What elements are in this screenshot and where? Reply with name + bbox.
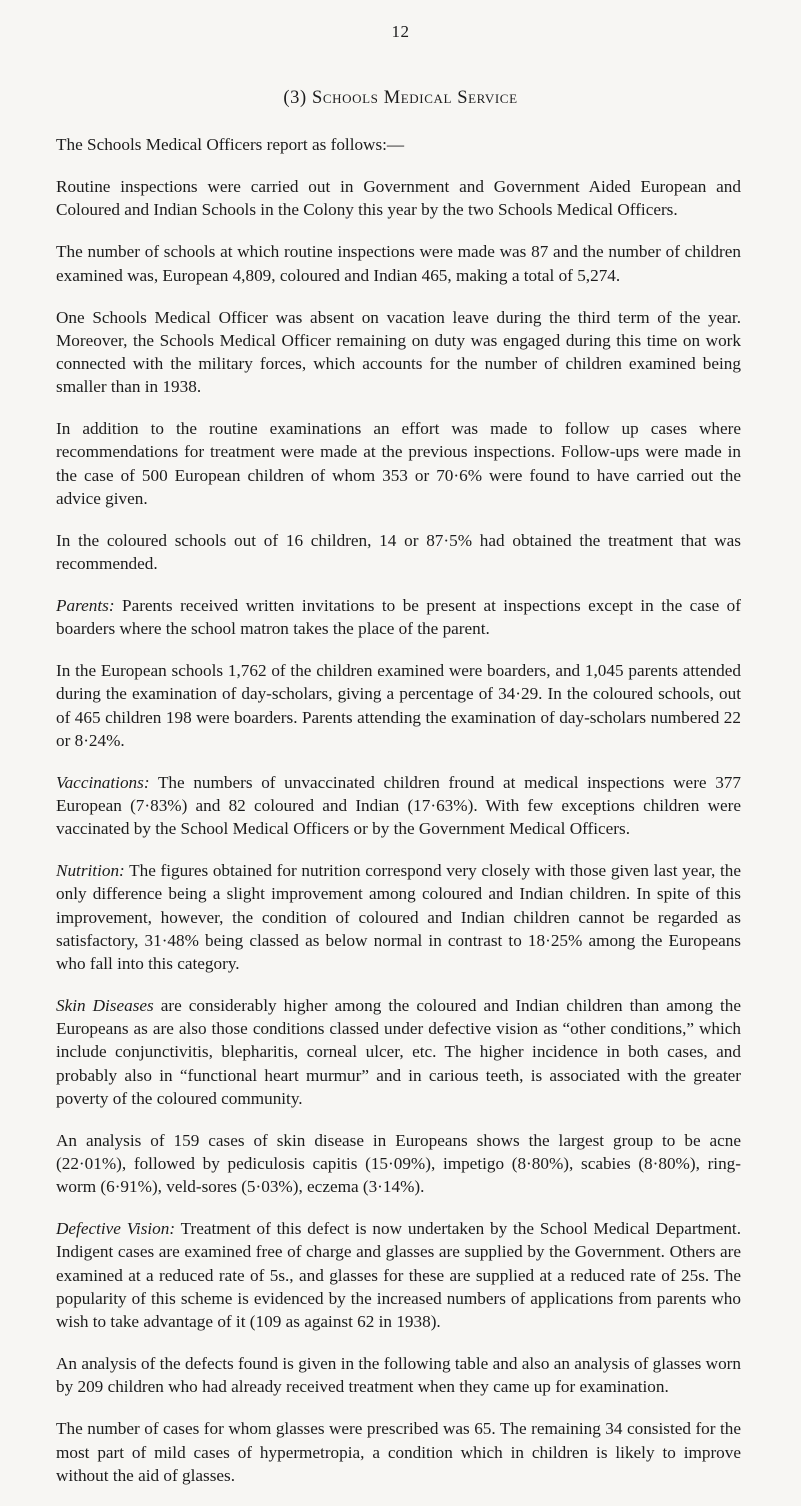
paragraph xyxy=(56,1217,741,1333)
paragraph-heading: Parents: xyxy=(56,596,115,616)
paragraph-text: One Schools Medical Officer was absent on vacation leave during the third term of the year. Moreover, the Schools Medical Officer remaining on duty was engaged during this time on work connected with the military forces, which accounts for the number of children examined being smaller than in 1938. xyxy=(56,307,741,397)
paragraph-text: The figures obtained for nutrition correspond very closely with those given last year, the only difference being a slight improvement among coloured and Indian children. In spite of this improvement, however, the condition of coloured and Indian children cannot be regarded as satisfactory, 31·48% being classed as below normal in contrast to 18·25% among the Europeans who fall into this category. xyxy=(56,861,741,974)
page-number: 12 xyxy=(391,22,410,41)
paragraph-text: are considerably higher among the coloured and Indian children than among the Europeans as are also those conditions classed under defective vision as “other conditions,” which include conjunctivitis, blepharitis, corneal ulcer, etc. The higher incidence in both cases, and probably also in “functional heart murmur” and in carious teeth, is associated with the greater poverty of the coloured community. xyxy=(56,996,741,1108)
paragraph-text: In the European schools 1,762 of the children examined were boarders, and 1,045 parents attended during the examination of day-scholars, giving a percentage of 34·29. In the coloured schools, out of 465 children 198 were boarders. Parents attending the examination of day-scholars numbered 22 or 8·24%. xyxy=(56,661,741,750)
paragraph-text: The number of schools at which routine inspections were made was 87 and the number of children examined was, European 4,809, coloured and Indian 465, making a total of 5,274. xyxy=(56,242,741,285)
paragraph xyxy=(56,1417,741,1487)
section-title: (3) Schools Medical Service xyxy=(283,88,518,108)
paragraph-text: An analysis of the defects found is given in the following table and also an analysis of glasses worn by 209 children who had already received treatment when they came up for examination. xyxy=(56,1354,741,1397)
body-text xyxy=(56,133,741,1506)
paragraph xyxy=(56,1352,741,1398)
paragraph-heading: Defective Vision: xyxy=(56,1219,176,1239)
paragraph xyxy=(56,771,741,841)
paragraph xyxy=(56,175,741,221)
paragraph xyxy=(56,859,741,975)
paragraph xyxy=(56,994,741,1110)
paragraph-text: The Schools Medical Officers report as follows:— xyxy=(56,135,405,154)
paragraph xyxy=(56,417,741,510)
paragraph xyxy=(56,659,741,752)
paragraph-heading: Nutrition: xyxy=(56,861,125,881)
paragraph-text: In the coloured schools out of 16 children, 14 or 87·5% had obtained the treatment that was recommended. xyxy=(56,530,741,574)
paragraph-heading: Vaccinations: xyxy=(56,772,150,792)
paragraph-text: Treatment of this defect is now undertaken by the School Medical Department. Indigent cases are examined free of charge and glasses are supplied by the Government. Others are examined at a reduced rate of 5s., and glasses for these are supplied at a reduced rate of 25s. The popularity of this scheme is evidenced by the increased numbers of applications from parents who wish to take advantage of it (109 as against 62 in 1938). xyxy=(56,1219,741,1332)
paragraph xyxy=(56,594,741,640)
paragraph xyxy=(56,240,741,286)
paragraph-text: The numbers of unvaccinated children fround at medical inspections were 377 European (7·83%) and 82 coloured and Indian (17·63%). With few exceptions children were vaccinated by the School Medical Officers or by the Government Medical Officers. xyxy=(56,772,741,839)
paragraph xyxy=(56,306,741,399)
paragraph xyxy=(56,529,741,575)
paragraph xyxy=(56,1129,741,1199)
paragraph-text: In addition to the routine examinations an effort was made to follow up cases where recommendations for treatment were made at the previous inspections. Follow-ups were made in the case of 500 European children of whom 353 or 70·6% were found to have carried out the advice given. xyxy=(56,419,741,508)
paragraph-heading: Skin Diseases xyxy=(56,996,154,1016)
paragraph-text: Parents received written invitations to be present at inspections except in the case of boarders where the school matron takes the place of the parent. xyxy=(56,596,741,639)
paragraph-text: An analysis of 159 cases of skin disease in Europeans shows the largest group to be acne (22·01%), followed by pediculosis capitis (15·09%), impetigo (8·80%), scabies (8·80%), ring-worm (6·91%), veld-sores (5·03%), eczema (3·14%). xyxy=(56,1130,741,1197)
paragraph-text: Routine inspections were carried out in Government and Government Aided European and Coloured and Indian Schools in the Colony this year by the two Schools Medical Officers. xyxy=(56,177,741,220)
paragraph xyxy=(56,133,741,156)
paragraph-text: The number of cases for whom glasses were prescribed was 65. The remaining 34 consisted for the most part of mild cases of hypermetropia, a condition which in children is likely to improve without the aid of glasses. xyxy=(56,1419,741,1485)
